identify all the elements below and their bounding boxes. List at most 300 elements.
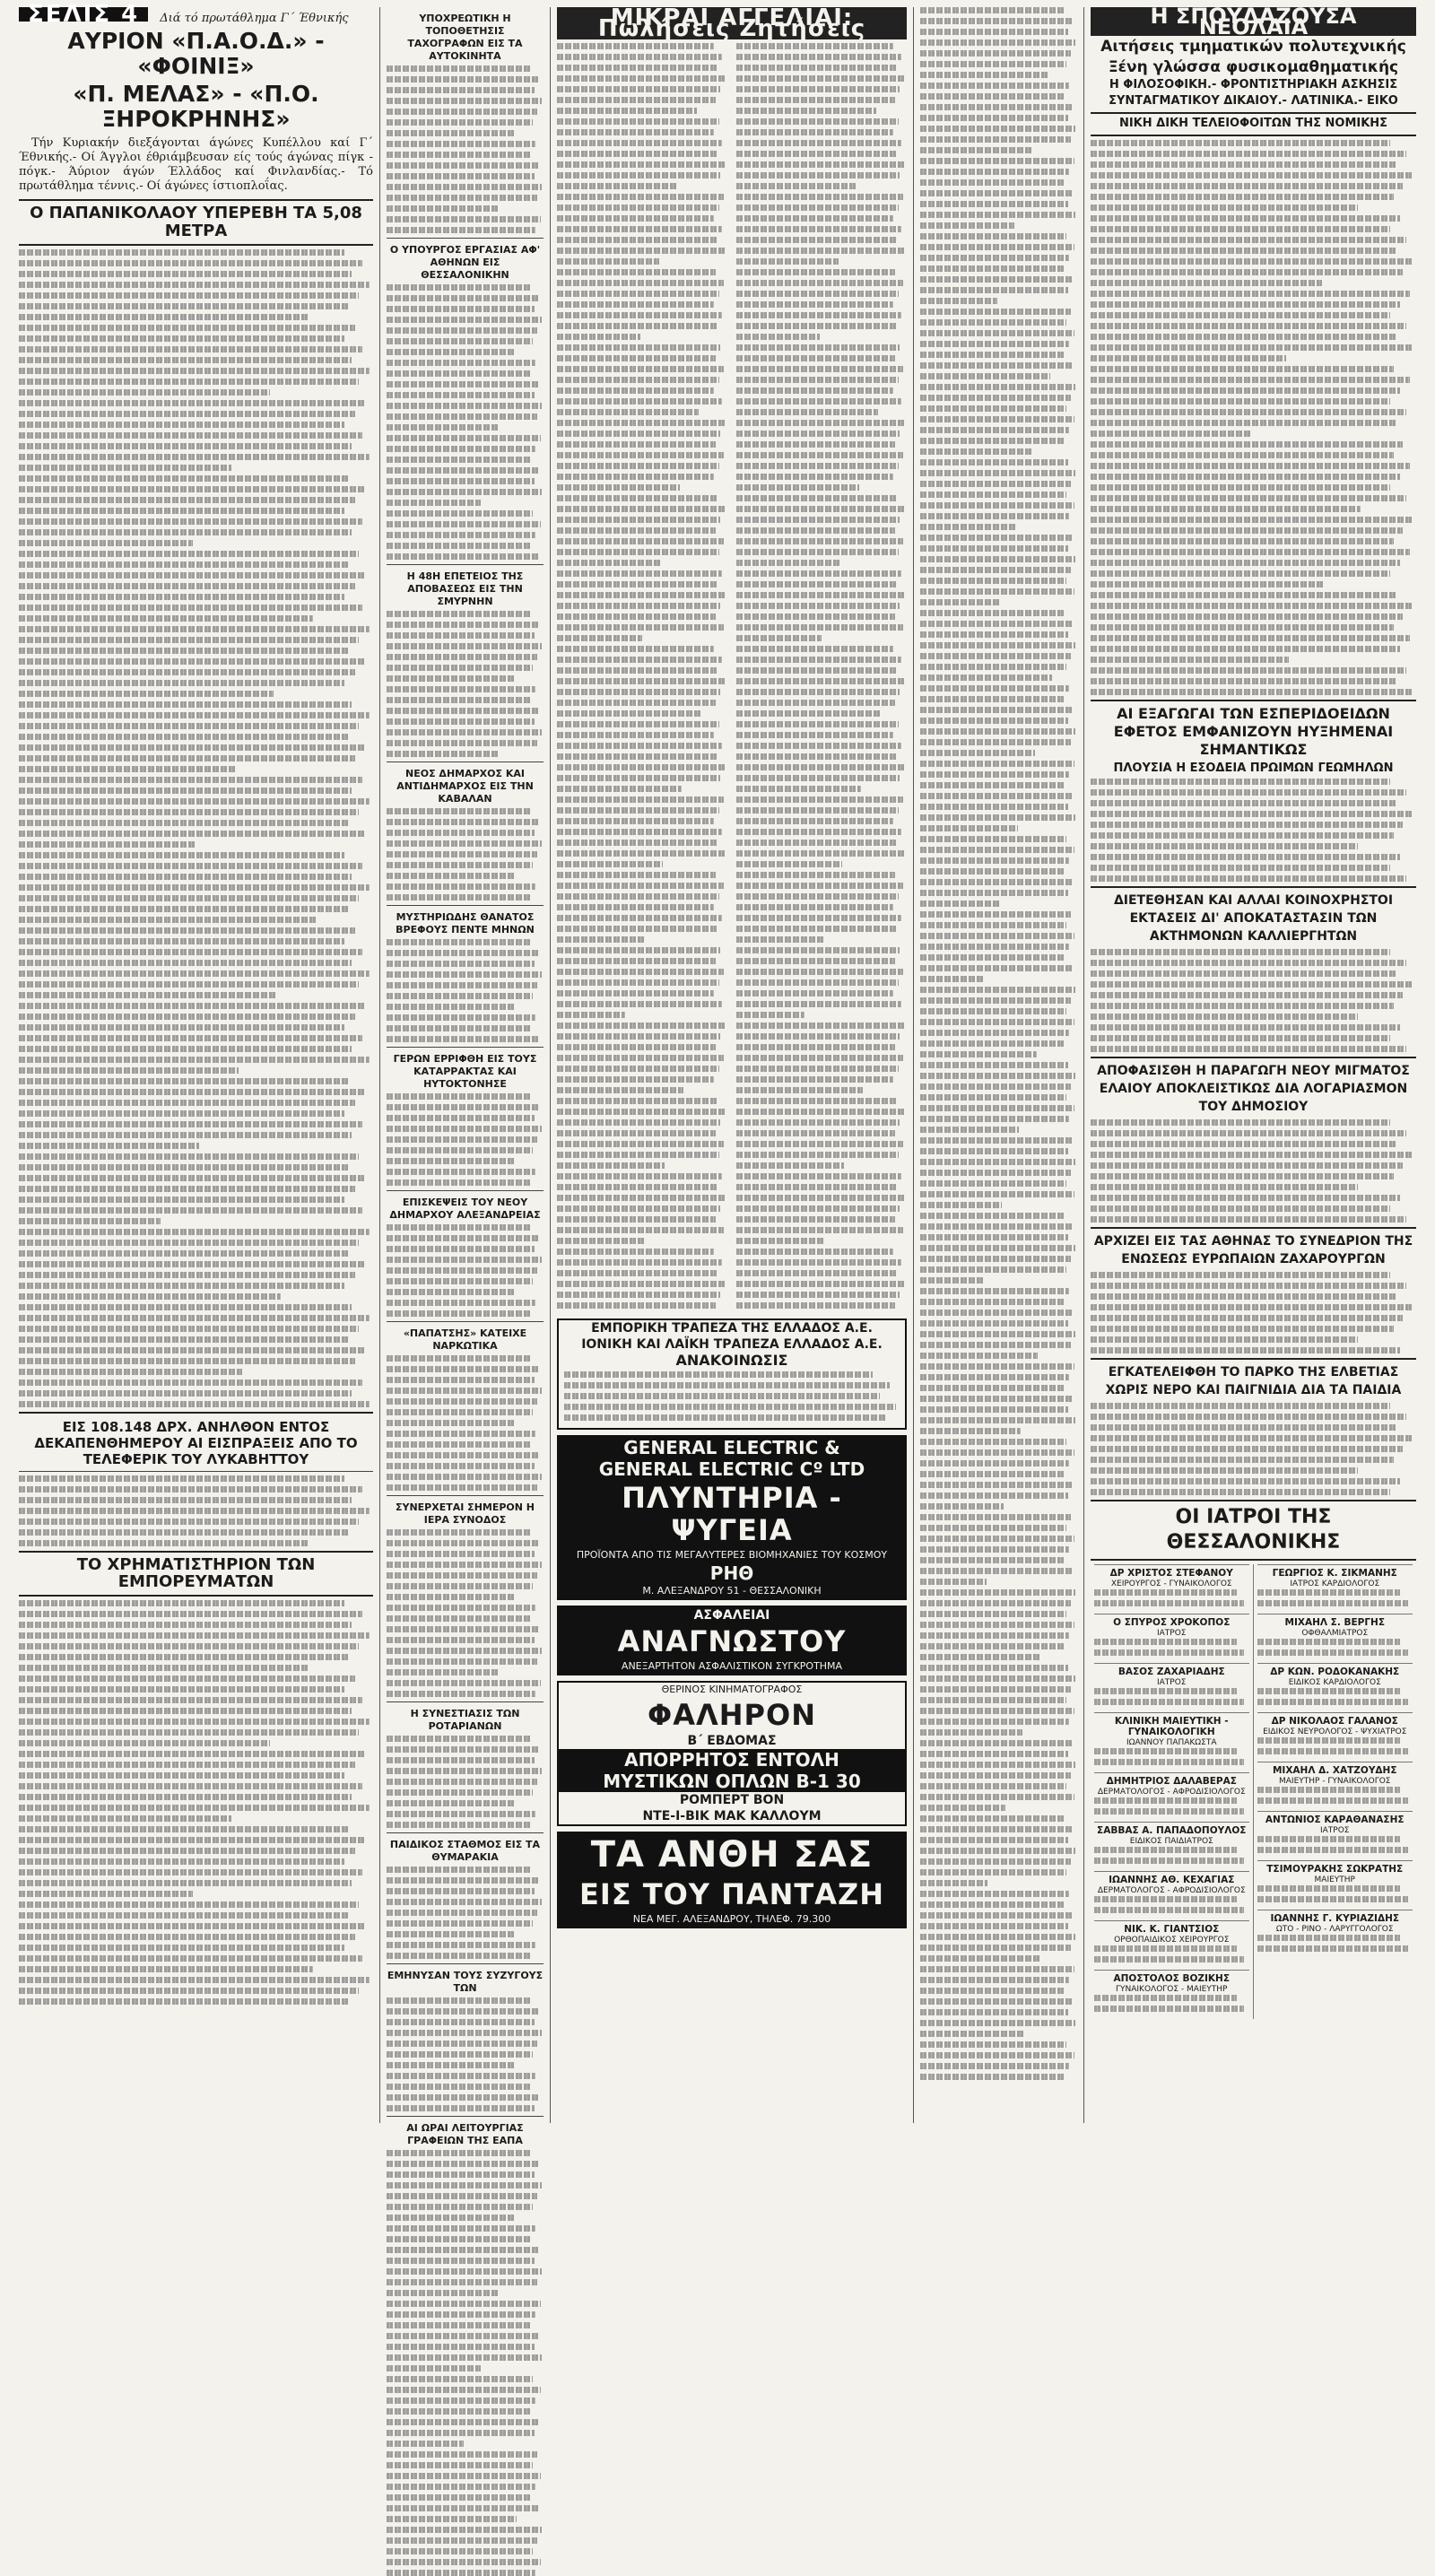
text-line [19, 1003, 366, 1009]
text-line [557, 183, 678, 189]
text-line [387, 2150, 531, 2156]
text-line [736, 377, 899, 383]
text-line [1091, 992, 1403, 998]
text-line [387, 2408, 531, 2415]
text-line [387, 435, 541, 441]
text-line [1091, 635, 1410, 641]
text-line [920, 1503, 1004, 1510]
bank-notice-heading: ΑΝΑΚΟΙΝΩΣΙΣ [675, 1352, 788, 1369]
text-line [387, 457, 531, 463]
text-line [19, 701, 352, 708]
text-line [920, 1170, 1071, 1176]
text-line [1257, 1600, 1408, 1606]
text-line [19, 874, 352, 880]
text-line [1091, 506, 1361, 512]
text-line [736, 205, 899, 211]
text-line [736, 947, 900, 953]
doctor-name: ΔΡ ΚΩΝ. ΡΟΔΟΚΑΝΑΚΗΣ [1270, 1666, 1400, 1677]
text-line [1257, 1649, 1408, 1656]
text-line [19, 1772, 344, 1779]
text-line [1091, 1467, 1358, 1474]
text-line [19, 1024, 344, 1031]
text-line [387, 2008, 539, 2015]
text-line [387, 1768, 542, 1774]
text-line [19, 1293, 281, 1300]
text-line [387, 675, 516, 682]
text-line [736, 958, 895, 964]
text-line [19, 475, 348, 482]
text-line [920, 169, 1069, 175]
text-line [557, 258, 659, 265]
text-line [19, 551, 359, 557]
text-line [736, 818, 893, 824]
brief-text [387, 611, 544, 757]
text-line [387, 2290, 498, 2296]
text-line [1257, 1737, 1401, 1744]
text-line [19, 454, 370, 460]
text-line [387, 1888, 535, 1894]
text-line [1091, 1205, 1390, 1212]
text-line [920, 997, 1071, 1004]
text-line [387, 1867, 531, 1873]
text-line [19, 497, 355, 503]
text-line [920, 1159, 1075, 1165]
text-line [387, 665, 533, 671]
text-line [387, 1626, 539, 1632]
text-line [387, 327, 537, 334]
text-line [387, 2451, 537, 2458]
text-line [19, 1665, 309, 1671]
doctor-name: ΑΠΟΣΤΟΛΟΣ ΒΟΖΙΚΗΣ [1113, 1972, 1231, 1984]
text-line [1257, 1639, 1401, 1645]
youth-body-text [1091, 140, 1416, 695]
text-line [387, 2344, 535, 2350]
text-line [920, 492, 1066, 498]
doctor-specialty: ΜΑΙΕΥΤΗΡ [1314, 1875, 1355, 1884]
text-line [387, 894, 531, 901]
text-line [920, 1837, 1068, 1843]
text-line [1257, 1945, 1408, 1952]
text-line [920, 481, 1071, 487]
youth-headline: ΝΙΚΗ ΔΙΚΗ ΤΕΛΕΙΟΦΟΙΤΩΝ ΤΗΣ ΝΟΜΙΚΗΣ [1118, 116, 1388, 130]
doctor-specialty: ΕΙΔΙΚΟΣ ΚΑΡΔΙΟΛΟΓΟΣ [1288, 1677, 1381, 1687]
text-line [920, 556, 1075, 562]
text-line [387, 1942, 535, 1948]
text-line [387, 1388, 542, 1394]
text-line [564, 1371, 873, 1378]
text-line [557, 118, 719, 125]
text-line [387, 1551, 535, 1557]
text-line [19, 680, 344, 686]
text-line [736, 775, 900, 781]
text-line [1091, 517, 1413, 523]
text-line [387, 2073, 535, 2079]
text-line [557, 807, 719, 814]
text-line [387, 2193, 537, 2199]
text-line [387, 2387, 541, 2393]
text-line [920, 1869, 1066, 1875]
text-line [920, 1353, 1038, 1359]
text-line [387, 1529, 531, 1536]
text-line [387, 370, 531, 377]
text-line [19, 1955, 362, 1962]
sugar-congress-text [1091, 1272, 1416, 1353]
text-line [387, 1452, 539, 1458]
flower-ad-headline: ΤΑ ΑΝΘΗ ΣΑΣ [590, 1834, 874, 1875]
text-line [920, 136, 1071, 143]
text-line [920, 1988, 1065, 1994]
text-line [557, 248, 726, 254]
text-line [387, 1572, 537, 1579]
text-line [19, 809, 359, 815]
text-line [387, 424, 498, 431]
text-line [1091, 789, 1406, 796]
teleferik-headline: ΕΙΣ 108.148 ΔΡΧ. ΑΝΗΛΘΟΝ ΕΝΤΟΣ ΔΕΚΑΠΕΝΘΗΜΕΡΟΥ ΑΙ ΕΙΣΠΡΑΞΕΙΣ ΑΠΟ ΤΟ ΤΕΛΕΦΕΡΙΚ ΤΟΥ ΛΥΚΑΒΗΤΤΟΥ [34, 1418, 358, 1467]
text-line [387, 1224, 531, 1231]
text-line [920, 954, 1065, 961]
text-line [1257, 1797, 1408, 1804]
park-headline: ΕΓΚΑΤΕΛΕΙΦΘΗ ΤΟ ΠΑΡΚΟ ΤΗΣ ΕΛΒΕΤΙΑΣ ΧΩΡΙΣ ΝΕΡΟ ΚΑΙ ΠΑΙΓΝΙΔΙΑ ΔΙΑ ΤΑ ΠΑΙΔΙΑ [1105, 1364, 1402, 1397]
text-line [557, 861, 663, 867]
text-line [387, 478, 535, 484]
text-line [387, 1746, 539, 1753]
text-line [1091, 1152, 1413, 1158]
text-line [19, 1347, 366, 1353]
text-line [736, 657, 901, 663]
text-line [387, 1093, 531, 1100]
doctor-specialty: ΙΑΤΡΟΣ ΚΑΡΔΙΟΛΟΓΟΣ [1290, 1579, 1380, 1588]
right-column [1084, 4, 1422, 2123]
text-line [920, 1858, 1071, 1865]
text-line [19, 1089, 366, 1095]
text-line [920, 244, 1074, 250]
text-line [387, 216, 541, 222]
text-line [736, 850, 905, 857]
brief-headline: ΑΙ ΩΡΑΙ ΛΕΙΤΟΥΡΓΙΑΣ ΓΡΑΦΕΙΩΝ ΤΗΣ ΕΑΠΑ [406, 2122, 524, 2146]
text-line [736, 1044, 895, 1050]
text-line [387, 76, 539, 83]
text-line [736, 398, 901, 405]
text-line [736, 517, 900, 523]
text-line [557, 291, 719, 297]
text-line [19, 1923, 366, 1929]
text-line [1091, 301, 1400, 308]
doctor-card [1094, 1970, 1249, 2019]
doctor-card [1094, 1663, 1249, 1712]
text-line [557, 398, 722, 405]
text-line [1094, 1797, 1237, 1804]
text-line [1091, 538, 1394, 544]
text-line [736, 1109, 905, 1115]
flower-shop-ad [557, 1832, 907, 1928]
text-line [920, 438, 1065, 444]
text-line [736, 1227, 903, 1233]
text-line [19, 744, 366, 751]
text-line [1091, 614, 1403, 620]
text-line [920, 610, 1065, 616]
cinema-ad [557, 1681, 907, 1826]
text-line [557, 97, 716, 103]
text-line [557, 269, 716, 275]
text-line [920, 1622, 1074, 1628]
text-line [387, 2019, 535, 2025]
doctor-specialty: ΧΕΙΡΟΥΡΓΟΣ - ΓΥΝΑΙΚΟΛΟΓΟΣ [1110, 1579, 1232, 1588]
text-line [736, 807, 899, 814]
text-line [19, 1729, 359, 1736]
brief-headline: ΠΑΙΔΙΚΟΣ ΣΤΑΘΜΟΣ ΕΙΣ ΤΑ ΘΥΜΑΡΑΚΙΑ [389, 1839, 541, 1863]
text-line [736, 1184, 897, 1190]
cinema-week: Β΄ ΕΒΔΟΜΑΣ [687, 1734, 777, 1748]
text-line [557, 1055, 724, 1061]
text-line [387, 751, 498, 757]
text-line [557, 108, 697, 114]
text-line [387, 2030, 542, 2036]
text-line [387, 2225, 535, 2232]
text-line [920, 2063, 1069, 2069]
text-line [1091, 1130, 1406, 1136]
text-line [557, 495, 718, 501]
text-line [1091, 161, 1396, 168]
text-line [387, 1278, 533, 1284]
text-line [920, 1536, 1074, 1542]
text-line [1257, 1935, 1401, 1941]
doctor-card [1257, 1860, 1413, 1910]
text-line [736, 1066, 899, 1072]
text-line [387, 2462, 533, 2468]
text-line [736, 129, 893, 135]
text-line [920, 1751, 1068, 1757]
text-line [19, 1540, 309, 1546]
doctors-directory-headline: ΟΙ ΙΑΤΡΟΙ ΤΗΣ ΘΕΣΣΑΛΟΝΙΚΗΣ [1166, 1505, 1341, 1553]
brief-text [387, 808, 544, 901]
text-line [19, 411, 355, 417]
brief-text [387, 1997, 544, 2111]
text-line [387, 808, 531, 814]
text-line [387, 2041, 537, 2047]
text-line [19, 1283, 344, 1289]
text-line [19, 1218, 161, 1224]
flower-ad-shop: ΕΙΣ ΤΟΥ ΠΑΝΤΑΖΗ [578, 1877, 884, 1911]
text-line [736, 1001, 901, 1007]
text-line [736, 108, 876, 114]
text-line [1091, 570, 1390, 577]
text-line [19, 443, 352, 449]
text-line [557, 377, 719, 383]
text-line [387, 1615, 531, 1622]
text-line [1091, 800, 1396, 806]
text-line [19, 1632, 370, 1639]
text-line [920, 1148, 1068, 1154]
text-line [1091, 779, 1390, 785]
classified-ads-text [920, 7, 1077, 2080]
text-line [19, 1315, 370, 1321]
text-line [920, 1320, 1068, 1327]
text-line [19, 1805, 370, 1811]
text-line [387, 360, 535, 366]
text-line [19, 637, 359, 643]
text-line [387, 2215, 516, 2221]
text-line [1091, 474, 1400, 480]
text-line [557, 86, 720, 92]
text-line [1094, 1639, 1237, 1645]
text-line [736, 1259, 901, 1266]
text-line [1091, 1435, 1413, 1441]
text-line [19, 1046, 352, 1052]
text-line [387, 2354, 542, 2361]
land-allocation-headline: ΔΙΕΤΕΘΗΣΑΝ ΚΑΙ ΑΛΛΑΙ ΚΟΙΝΟΧΡΗΣΤΟΙ ΕΚΤΑΣΕΙΣ ΔΙ' ΑΠΟΚΑΤΑΣΤΑΣΙΝ ΤΩΝ ΑΚΤΗΜΟΝΩΝ ΚΑΛΛΙΕΡΓΗΤΩΝ [1113, 892, 1394, 944]
text-line [19, 1250, 348, 1257]
text-line [387, 130, 516, 136]
text-line [920, 1288, 1069, 1294]
text-line [736, 484, 859, 491]
brief-text [387, 1867, 544, 1959]
text-line [736, 1302, 895, 1309]
text-line [920, 29, 1068, 35]
text-line [557, 420, 726, 426]
text-line [19, 1708, 352, 1714]
text-line [19, 884, 370, 891]
sports-lead: Τήν Κυριακήν διεξάγονται άγώνες Κυπέλλου καί Γ΄ Έθνικής.- Οί Άγγλοι έθριάμβευσαν είς τούς άγώνας πίγκ - πόγκ.- Άύριον άγών Έλλάδος καί Φινλανδίας.- Τό πρωτάθλημα τέννις.- Οί άγώνες ίστιοπλοΐας. [19, 136, 373, 193]
text-line [387, 381, 539, 387]
doctor-name: ΚΛΙΝΙΚΗ ΜΑΙΕΥΤΙΚΗ - ΓΥΝΑΙΚΟΛΟΓΙΚΗ [1114, 1715, 1229, 1737]
text-line [920, 1686, 1071, 1693]
text-line [736, 570, 901, 577]
text-line [557, 517, 720, 523]
text-line [1091, 151, 1406, 157]
text-line [557, 818, 714, 824]
text-line [557, 1216, 716, 1223]
text-line [736, 549, 899, 555]
text-line [1091, 689, 1413, 695]
text-line [920, 535, 1073, 541]
text-line [920, 1880, 987, 1886]
brief-text [387, 1529, 544, 1697]
film-costar: ΝΤΕ-Ι-ΒΙΚ ΜΑΚ ΚΑΛΛΟΥΜ [642, 1809, 822, 1823]
text-line [557, 915, 722, 921]
text-line [19, 1121, 362, 1127]
text-line [1091, 398, 1390, 405]
text-line [920, 1245, 1075, 1251]
text-line [1091, 854, 1400, 860]
text-line [920, 642, 1075, 648]
text-line [387, 993, 533, 999]
text-line [920, 1977, 1069, 1983]
doctor-card [1094, 1564, 1249, 1614]
text-line [387, 1658, 537, 1665]
bank-notice-title: ΙΟΝΙΚΗ ΚΑΙ ΛΑΪΚΗ ΤΡΑΠΕΖΑ ΕΛΛΑΔΟΣ Α.Ε. [581, 1337, 883, 1352]
doctor-name: ΑΝΤΩΝΙΟΣ ΚΑΡΑΘΑΝΑΣΗΣ [1265, 1814, 1405, 1825]
text-line [557, 1066, 719, 1072]
text-line [736, 904, 893, 910]
text-line [920, 1557, 1065, 1563]
text-line [920, 1223, 1073, 1230]
text-line [19, 561, 348, 568]
text-line [19, 583, 355, 589]
text-line [920, 1385, 1065, 1391]
text-line [557, 1098, 718, 1104]
text-line [1257, 1836, 1401, 1842]
text-line [920, 1912, 1073, 1919]
text-line [736, 65, 897, 71]
text-line [387, 1409, 533, 1415]
text-line [1257, 1885, 1401, 1892]
text-line [557, 452, 724, 458]
brief-text [387, 65, 544, 233]
text-line [920, 1762, 1075, 1768]
text-line [920, 1794, 1074, 1800]
text-line [19, 1475, 344, 1482]
text-line [387, 98, 542, 104]
brief-text [387, 1736, 544, 1828]
text-line [387, 446, 535, 452]
text-line [736, 796, 903, 803]
text-line [19, 1675, 355, 1682]
text-line [19, 346, 362, 352]
brief-headline: Η ΣΥΝΕΣΤΙΑΣΙΣ ΤΩΝ ΡΟΤΑΡΙΑΝΩΝ [410, 1708, 520, 1732]
text-line [387, 2527, 542, 2533]
text-line [557, 280, 724, 286]
text-line [19, 303, 348, 309]
text-line [387, 2301, 541, 2307]
text-line [387, 109, 537, 115]
text-line [1091, 323, 1406, 329]
text-line [19, 1529, 348, 1536]
text-line [736, 786, 861, 792]
text-line [1094, 1847, 1237, 1853]
text-line [19, 906, 348, 912]
text-line [387, 2570, 535, 2576]
text-line [387, 1648, 542, 1654]
text-line [387, 306, 535, 312]
text-line [19, 1751, 366, 1757]
text-line [736, 635, 822, 641]
text-line [19, 626, 370, 632]
classifieds-banner: ΜΙΚΡΑΙ ΑΓΓΕΛΙΑΙ: Πωλήσεις Ζητήσεις [557, 7, 907, 39]
text-line [920, 1546, 1069, 1553]
text-line [920, 1094, 1066, 1101]
doctor-name: ΔΗΜΗΤΡΙΟΣ ΔΑΛΑΒΕΡΑΣ [1106, 1775, 1237, 1787]
text-line [1091, 843, 1358, 849]
text-line [920, 814, 1075, 821]
text-line [387, 2441, 464, 2447]
text-line [557, 226, 722, 232]
cinema-type: ΘΕΡΙΝΟΣ ΚΙΝΗΜΑΤΟΓΡΑΦΟΣ [661, 1684, 803, 1695]
text-line [1094, 1649, 1244, 1656]
brief-text [387, 1093, 544, 1186]
text-line [19, 1143, 199, 1149]
text-line [736, 990, 893, 996]
text-line [1091, 1347, 1400, 1353]
text-line [19, 841, 196, 848]
text-line [1091, 970, 1396, 977]
text-line [920, 1310, 1073, 1316]
text-line [557, 1227, 724, 1233]
text-line [736, 1281, 905, 1287]
text-line [736, 75, 905, 82]
text-line [557, 560, 661, 566]
park-text [1091, 1403, 1416, 1495]
text-line [557, 1044, 716, 1050]
text-line [920, 309, 1071, 315]
text-line [736, 495, 897, 501]
text-line [920, 287, 1068, 293]
text-line [387, 819, 539, 825]
sports-column [13, 1, 380, 2123]
text-line [557, 796, 724, 803]
text-line [1091, 1478, 1400, 1484]
text-line [19, 1326, 359, 1332]
text-line [19, 1622, 352, 1628]
